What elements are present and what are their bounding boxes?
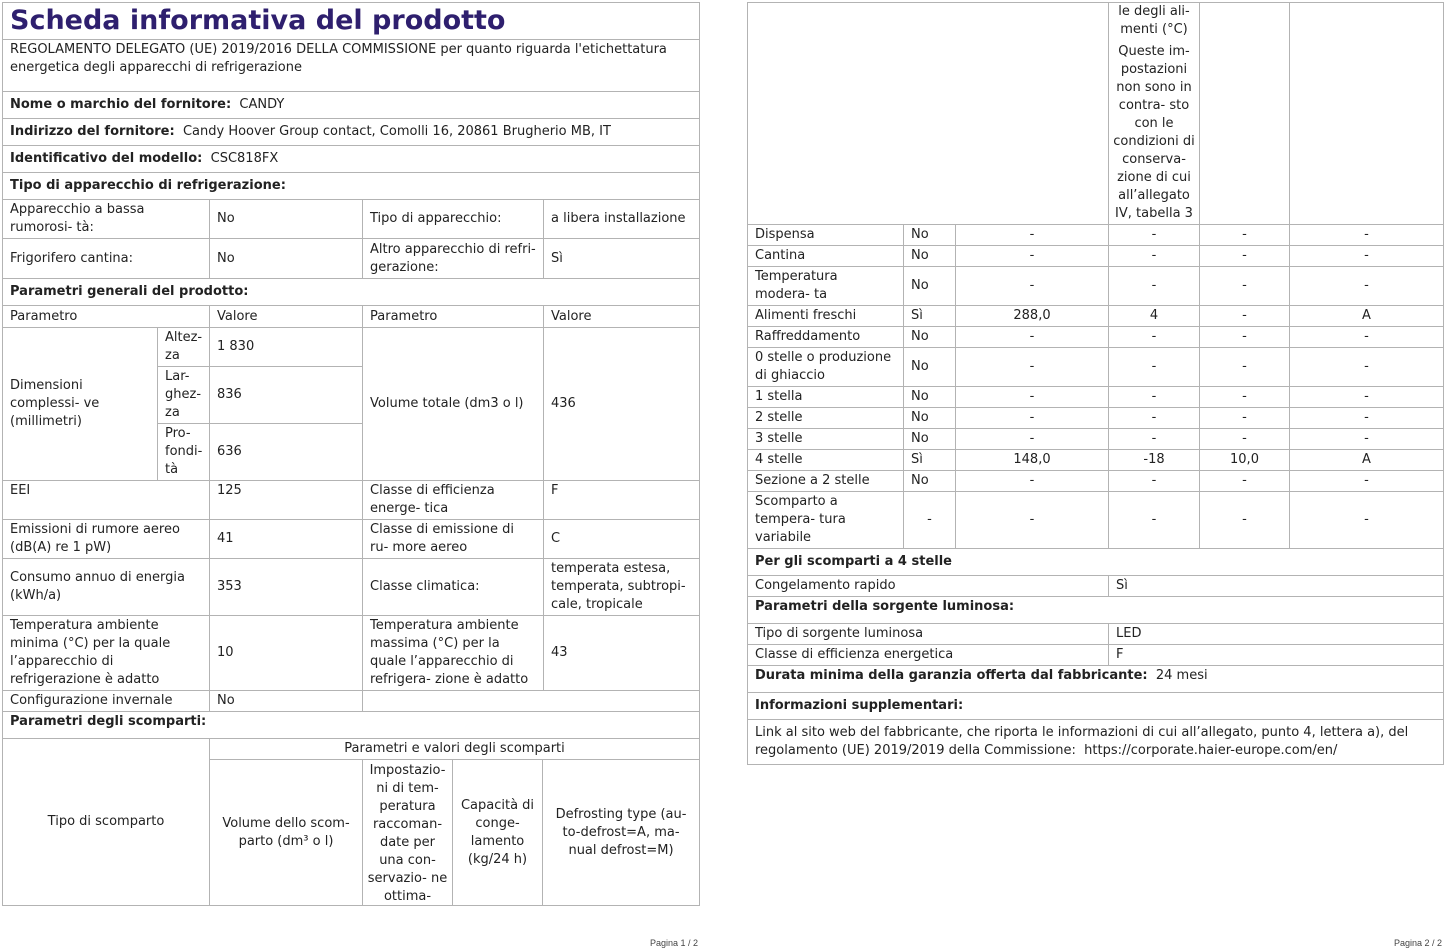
compartment-defrost: - (1290, 492, 1444, 549)
dimensions-label: Dimensioni complessi- ve (millimetri) (3, 328, 158, 481)
compartment-freeze: - (1200, 348, 1290, 387)
light-class-value: F (1109, 645, 1444, 666)
compartment-freeze: - (1200, 327, 1290, 348)
compartment-name: Scomparto a tempera- tura variabile (748, 492, 904, 549)
compartment-defrost: - (1290, 387, 1444, 408)
compartment-present: Sì (904, 450, 956, 471)
winter-setting-value: No (210, 691, 363, 712)
compartment-present: Sì (904, 306, 956, 327)
compartment-row (748, 267, 1444, 306)
col-header-parameter-2: Parametro (363, 306, 544, 328)
eei-label: EEI (3, 481, 210, 520)
compartment-defrost: - (1290, 225, 1444, 246)
design-type-label: Tipo di apparecchio: (363, 200, 544, 239)
compartment-volume: - (956, 267, 1109, 306)
col-header-value: Valore (210, 306, 363, 328)
manufacturer-link[interactable]: https://corporate.haier-europe.com/en/ (1084, 743, 1338, 758)
compartment-defrost-header: Defrosting type (au- to-defrost=A, ma- nual defrost=M) (555, 806, 687, 858)
compartment-table (747, 2, 1444, 765)
compartment-volume: - (956, 246, 1109, 267)
depth-label: Pro- fondi- tà (158, 424, 210, 481)
compartment-row (748, 471, 1444, 492)
temp-header-continued (1109, 3, 1200, 225)
low-noise-label: Apparecchio a bassa rumorosi- tà: (3, 200, 210, 239)
supplier-address-row (3, 119, 700, 146)
compartment-name: 1 stella (748, 387, 904, 408)
empty-cell (1200, 3, 1290, 225)
compartment-defrost: - (1290, 267, 1444, 306)
compartment-row (748, 450, 1444, 471)
climate-class-value: temperata estesa, temperata, subtropi- cale, tropicale (544, 559, 700, 616)
wine-storage-value: No (210, 239, 363, 279)
col-header-value-2: Valore (544, 306, 700, 328)
compartment-volume: - (956, 348, 1109, 387)
compartment-name: 2 stelle (748, 408, 904, 429)
low-noise-value: No (210, 200, 363, 239)
compartment-volume: - (956, 429, 1109, 450)
other-appliance-value: Sì (544, 239, 700, 279)
light-type-value: LED (1109, 624, 1444, 645)
col-header-parameter: Parametro (3, 306, 210, 328)
energy-class-value: F (544, 481, 700, 520)
compartment-freeze: - (1200, 246, 1290, 267)
compartment-freeze: - (1200, 225, 1290, 246)
compartment-volume: 288,0 (956, 306, 1109, 327)
compartment-row (748, 387, 1444, 408)
compartment-defrost: A (1290, 306, 1444, 327)
total-volume-value: 436 (544, 328, 700, 481)
compartment-volume: - (956, 492, 1109, 549)
supplier-name-label: Nome o marchio del fornitore: (10, 97, 232, 112)
noise-class-value: C (544, 520, 700, 559)
compartment-temp: - (1109, 225, 1200, 246)
compartment-temp: -18 (1109, 450, 1200, 471)
compartment-temp: - (1109, 246, 1200, 267)
compartment-row (748, 327, 1444, 348)
compartment-name: 3 stelle (748, 429, 904, 450)
product-info-table (2, 2, 700, 906)
compartment-temp: - (1109, 471, 1200, 492)
compartment-row (748, 492, 1444, 549)
max-temp-label: Temperatura ambiente massima (°C) per la quale l’apparecchio di refrigera- zione è adatto (363, 616, 544, 691)
compartment-temp: - (1109, 492, 1200, 549)
max-temp-value: 43 (544, 616, 700, 691)
compartment-name: Dispensa (748, 225, 904, 246)
compartment-present: No (904, 429, 956, 450)
supplier-name-value: CANDY (239, 97, 285, 112)
compartment-name: Cantina (748, 246, 904, 267)
compartment-present: No (904, 471, 956, 492)
depth-value: 636 (210, 424, 363, 481)
compartment-freeze: - (1200, 429, 1290, 450)
compartment-temp-header: Impostazio- ni di tem- peratura raccoman- date per una con- servazio- ne ottima- (363, 760, 453, 905)
compartment-present: No (904, 225, 956, 246)
eei-value: 125 (210, 481, 363, 520)
compartment-temp: - (1109, 429, 1200, 450)
guarantee-value: 24 mesi (1155, 668, 1208, 683)
manufacturer-link-text: Link al sito web del fabbricante, che riporta le informazioni di cui all’allegato, punto 4, lettera a), del regolamento (UE) 2019/2019 della Commissione: (755, 725, 1409, 758)
supplier-name-row (3, 92, 700, 119)
compartment-volume: - (956, 327, 1109, 348)
compartment-volume: - (956, 471, 1109, 492)
compartment-freeze: - (1200, 306, 1290, 327)
other-appliance-label: Altro apparecchio di refri- gerazione: (363, 239, 544, 279)
height-label: Altez- za (158, 328, 210, 367)
noise-value: 41 (210, 520, 363, 559)
compartment-volume: - (956, 387, 1109, 408)
light-type-label: Tipo di sorgente luminosa (748, 624, 1109, 645)
regulation-text: REGOLAMENTO DELEGATO (UE) 2019/2016 DELLA COMMISSIONE per quanto riguarda l'etichettatura energetica degli apparecchi di refrigerazione (3, 40, 700, 92)
winter-setting-label: Configurazione invernale (3, 691, 210, 712)
compartment-type-header: Tipo di scomparto (3, 739, 210, 906)
compartment-present: No (904, 408, 956, 429)
height-value: 1 830 (210, 328, 363, 367)
compartment-freeze: 10,0 (1200, 450, 1290, 471)
empty-cell (363, 691, 700, 712)
compartments-heading: Parametri degli scomparti: (3, 712, 700, 739)
light-source-heading: Parametri della sorgente luminosa: (748, 597, 1444, 624)
compartment-name: Temperatura modera- ta (748, 267, 904, 306)
compartment-name: 4 stelle (748, 450, 904, 471)
climate-class-label: Classe climatica: (363, 559, 544, 616)
page-one-footer: Pagina 1 / 2 (650, 938, 699, 948)
energy-class-label: Classe di efficienza energe- tica (363, 481, 544, 520)
compartment-row (748, 408, 1444, 429)
page-two-footer: Pagina 2 / 2 (1394, 938, 1443, 948)
compartment-freeze: - (1200, 408, 1290, 429)
temp-header-line-1: le degli ali- menti (°C) (1118, 4, 1190, 37)
compartment-present: No (904, 387, 956, 408)
empty-cell (748, 3, 1109, 225)
guarantee-label: Durata minima della garanzia offerta dal fabbricante: (755, 668, 1148, 683)
compartment-temp: 4 (1109, 306, 1200, 327)
compartment-volume: 148,0 (956, 450, 1109, 471)
page-two (747, 2, 1443, 765)
min-temp-value: 10 (210, 616, 363, 691)
compartment-name: Raffreddamento (748, 327, 904, 348)
compartment-freeze: - (1200, 267, 1290, 306)
compartment-volume: - (956, 408, 1109, 429)
compartment-params-header: Parametri e valori degli scomparti (210, 739, 700, 760)
compartment-defrost: - (1290, 246, 1444, 267)
compartment-row (748, 429, 1444, 450)
compartment-defrost: - (1290, 429, 1444, 450)
compartment-volume-header: Volume dello scom- parto (dm³ o l) (210, 760, 363, 906)
min-temp-label: Temperatura ambiente minima (°C) per la quale l’apparecchio di refrigerazione è adatto (3, 616, 210, 691)
compartment-name: Sezione a 2 stelle (748, 471, 904, 492)
compartment-present: No (904, 246, 956, 267)
supplier-address-value: Candy Hoover Group contact, Comolli 16, 20861 Brugherio MB, IT (182, 124, 611, 139)
noise-class-label: Classe di emissione di ru- more aereo (363, 520, 544, 559)
compartment-name: 0 stelle o produzione di ghiaccio (748, 348, 904, 387)
compartment-defrost: - (1290, 327, 1444, 348)
compartment-temp: - (1109, 327, 1200, 348)
model-label: Identificativo del modello: (10, 151, 203, 166)
manufacturer-link-row (748, 720, 1444, 765)
light-class-label: Classe di efficienza energetica (748, 645, 1109, 666)
width-label: Lar- ghez- za (158, 367, 210, 424)
compartment-defrost: A (1290, 450, 1444, 471)
supplier-address-label: Indirizzo del fornitore: (10, 124, 175, 139)
empty-cell (1290, 3, 1444, 225)
compartment-defrost: - (1290, 408, 1444, 429)
compartment-present: No (904, 267, 956, 306)
energy-consumption-label: Consumo annuo di energia (kWh/a) (3, 559, 210, 616)
page-title: Scheda informativa del prodotto (3, 3, 700, 40)
compartment-defrost: - (1290, 471, 1444, 492)
compartment-name: Alimenti freschi (748, 306, 904, 327)
compartment-defrost: - (1290, 348, 1444, 387)
compartment-temp: - (1109, 387, 1200, 408)
fast-freeze-label: Congelamento rapido (748, 576, 1109, 597)
compartment-present: No (904, 327, 956, 348)
appliance-type-heading: Tipo di apparecchio di refrigerazione: (3, 173, 700, 200)
design-type-value: a libera installazione (544, 200, 700, 239)
model-value: CSC818FX (210, 151, 279, 166)
compartment-row (748, 246, 1444, 267)
compartment-freeze: - (1200, 492, 1290, 549)
temp-header-line-2: Queste im- postazioni non sono in contra- sto con le condizioni di conserva- zione di cui all’allegato IV, tabella 3 (1113, 44, 1195, 221)
energy-consumption-value: 353 (210, 559, 363, 616)
compartment-present: - (904, 492, 956, 549)
compartment-freeze-header: Capacità di conge- lamento (kg/24 h) (453, 760, 543, 905)
compartment-row (748, 348, 1444, 387)
fast-freeze-value: Sì (1109, 576, 1444, 597)
compartment-temp: - (1109, 267, 1200, 306)
compartment-temp: - (1109, 348, 1200, 387)
compartment-volume: - (956, 225, 1109, 246)
general-params-heading: Parametri generali del prodotto: (3, 279, 700, 306)
compartment-subheaders (363, 760, 700, 906)
model-row (3, 146, 700, 173)
total-volume-label: Volume totale (dm3 o l) (363, 328, 544, 481)
extra-info-heading: Informazioni supplementari: (748, 693, 1444, 720)
page-one (2, 2, 699, 906)
compartment-freeze: - (1200, 471, 1290, 492)
width-value: 836 (210, 367, 363, 424)
guarantee-row (748, 666, 1444, 693)
wine-storage-label: Frigorifero cantina: (3, 239, 210, 279)
compartment-present: No (904, 348, 956, 387)
noise-label: Emissioni di rumore aereo (dB(A) re 1 pW) (3, 520, 210, 559)
compartment-row (748, 225, 1444, 246)
four-star-heading: Per gli scomparti a 4 stelle (748, 549, 1444, 576)
compartment-freeze: - (1200, 387, 1290, 408)
compartment-temp: - (1109, 408, 1200, 429)
compartment-row (748, 306, 1444, 327)
